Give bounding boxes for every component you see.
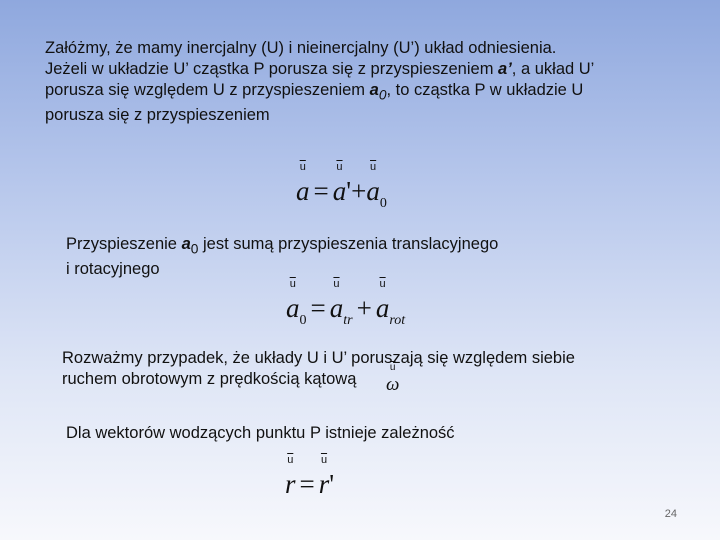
p4-text: Dla wektorów wodzących punktu P istnieje zależność xyxy=(66,424,455,442)
eq3-lhs-vector: u r xyxy=(285,471,296,498)
eq2-lhs-vector: u a xyxy=(286,295,300,322)
equation-acceleration-decomposition xyxy=(286,293,406,328)
eq2-term2-subscript: rot xyxy=(389,313,406,328)
intro-line-3a: porusza się względem U z przyspieszeniem xyxy=(45,81,370,99)
accel-a0-subscript: 0 xyxy=(378,87,387,103)
intro-line-2b: , a układ U’ xyxy=(511,60,595,78)
eq1-term1-vector: u a xyxy=(333,178,347,205)
translational-rotational-paragraph xyxy=(66,234,686,280)
accel-a-prime-symbol: a’ xyxy=(498,60,512,78)
intro-line-3b: , to cząstka P w układzie U xyxy=(386,81,584,99)
eq2-lhs-subscript: 0 xyxy=(299,313,307,328)
p3-line-1: Rozważmy przypadek, że układy U i U’ poruszają się względem siebie xyxy=(62,349,575,367)
eq3-equals: = xyxy=(299,469,315,499)
eq1-prime: ' xyxy=(346,176,352,206)
angular-velocity-symbol: u ω xyxy=(386,374,399,396)
eq1-term2-subscript: 0 xyxy=(379,196,387,211)
intro-line-4: porusza się z przyspieszeniem xyxy=(45,106,270,125)
eq2-equals: = xyxy=(310,293,326,323)
eq1-plus: + xyxy=(351,176,367,206)
rotation-paragraph xyxy=(62,348,682,390)
intro-paragraph xyxy=(45,38,685,126)
p2-text-a: Przyspieszenie xyxy=(66,235,182,253)
p3-line-2: ruchem obrotowym z prędkością kątową xyxy=(62,370,357,388)
eq3-rhs-vector: u r xyxy=(319,471,330,498)
p2-a0-subscript: 0 xyxy=(190,241,199,257)
p2-text-b: jest sumą przyspieszenia translacyjnego xyxy=(198,235,499,253)
p2-a0-symbol: a xyxy=(181,235,191,253)
accel-a0-symbol: a xyxy=(369,81,379,99)
intro-line-2a: Jeżeli w układzie U’ cząstka P porusza się z przyspieszeniem xyxy=(45,60,499,78)
page-number: 24 xyxy=(664,508,677,520)
eq2-term1-subscript: tr xyxy=(343,313,353,328)
eq1-lhs-vector: u a xyxy=(296,178,310,205)
eq1-term2-vector: u a xyxy=(366,178,380,205)
eq1-equals: = xyxy=(313,176,329,206)
eq3-prime: ' xyxy=(329,469,335,499)
intro-line-1: Załóżmy, że mamy inercjalny (U) i nieinercjalny (U’) układ odniesienia. xyxy=(45,39,557,57)
p2-line-2: i rotacyjnego xyxy=(66,260,160,279)
equation-position-vectors xyxy=(285,471,334,498)
equation-acceleration-sum xyxy=(296,176,387,211)
eq2-term2-vector: u a xyxy=(376,295,390,322)
eq2-plus: + xyxy=(356,293,372,323)
position-vectors-paragraph xyxy=(66,423,686,444)
eq2-term1-vector: u a xyxy=(330,295,344,322)
